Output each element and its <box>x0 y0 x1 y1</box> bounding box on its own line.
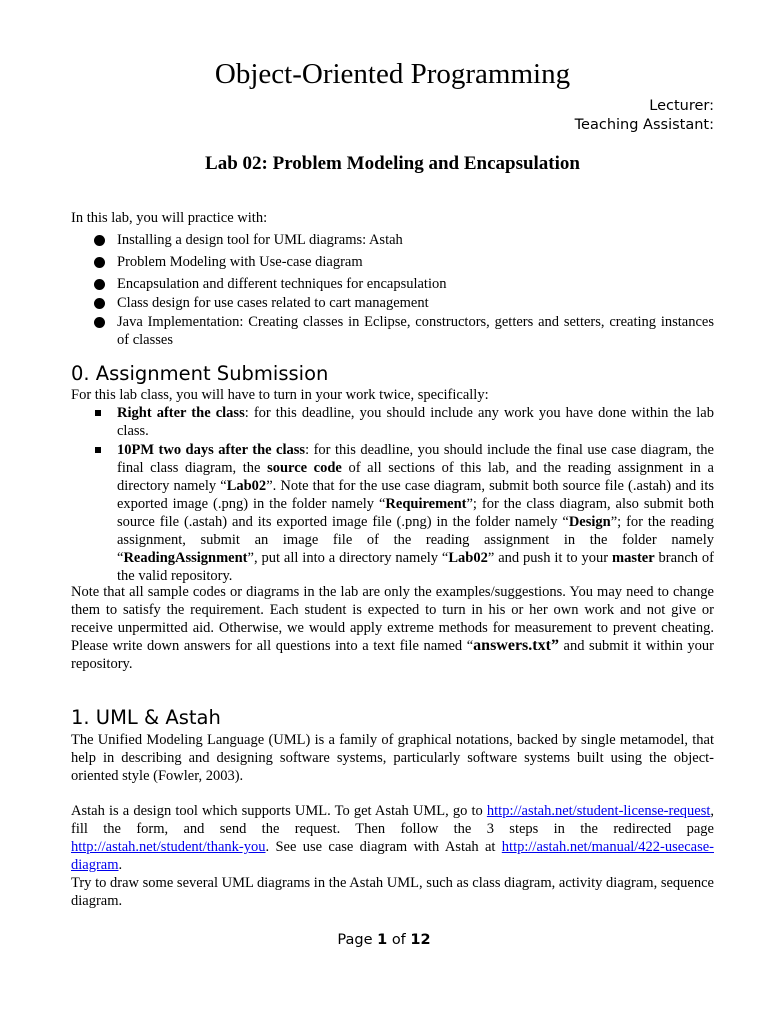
astah-thank-you-link[interactable]: http://astah.net/student/thank-you <box>71 839 266 855</box>
list-item: 10PM two days after the class: for this deadline, you should include the final use case diagram, the final class diagram, the source code of all sections of this lab, and the reading assignment in a directory namely “Lab02”. Note that for the use case diagram, submit both source file (.astah) and its exported image (.png) in the folder namely “Requirement”; for the class diagram, also submit both source file (.astah) and its exported image file (.png) in the folder namely “Design”; for the reading assignment, submit an image file of the reading assignment in the folder namely “ReadingAssignment”, put all into a directory namely “Lab02” and push it to your master branch of the valid repository. <box>71 441 714 585</box>
astah-manual-link[interactable]: http://astah.net/manual/422-usecase-diagram <box>71 839 714 873</box>
page-title: Object-Oriented Programming <box>214 58 571 90</box>
lab-title: Lab 02: Problem Modeling and Encapsulation <box>205 153 580 174</box>
list-item: Right after the class: for this deadline, you should include any work you have done within the lab class. <box>71 404 714 440</box>
bullet-icon <box>94 235 105 246</box>
list-item: Java Implementation: Creating classes in Eclipse, constructors, getters and setters, creating instances of classes <box>71 313 714 349</box>
section-1-astah-paragraph: Astah is a design tool which supports UML. To get Astah UML, go to http://astah.net/student-license-request, fill the form, and send the request. Then follow the 3 steps in the redirected page http://astah.net/student/thank-you. See use case diagram with Astah at http://astah.net/manual/422-usecase-diagram. <box>71 803 714 873</box>
section-0-heading: 0. Assignment Submission <box>71 362 329 385</box>
list-item: Encapsulation and different techniques for encapsulation <box>71 275 714 293</box>
ta-label: Teaching Assistant: <box>574 117 714 133</box>
bullet-icon <box>94 279 105 290</box>
staff-block <box>575 97 714 135</box>
section-0-lead: For this lab class, you will have to turn in your work twice, specifically: <box>71 387 489 403</box>
bullet-icon <box>94 257 105 268</box>
bullet-icon <box>94 317 105 328</box>
bullet-icon <box>94 298 105 309</box>
list-item: Problem Modeling with Use-case diagram <box>71 253 714 271</box>
astah-license-link[interactable]: http://astah.net/student-license-request <box>486 803 711 819</box>
section-0-note: Note that all sample codes or diagrams in the lab are only the examples/suggestions. You may need to change them to satisfy the requirement. Each student is expected to turn in his or her own work and not give or receive unpermitted aid. Otherwise, we would apply extreme methods for measurement to prevent cheating. Please write down answers for all questions into a text file named “answers.txt” and submit it within your repository. <box>71 584 714 672</box>
intro-list <box>71 231 714 349</box>
page-footer: Page 1 of 12 <box>337 932 431 948</box>
list-item: Installing a design tool for UML diagrams: Astah <box>71 231 714 249</box>
square-bullet-icon <box>95 447 101 453</box>
list-item: Class design for use cases related to cart management <box>71 294 714 312</box>
section-1-heading: 1. UML & Astah <box>71 706 221 729</box>
lecturer-label: Lecturer: <box>649 98 714 114</box>
square-bullet-icon <box>95 410 101 416</box>
section-1-paragraph: The Unified Modeling Language (UML) is a family of graphical notations, backed by single metamodel, that help in describing and designing software systems, particularly software systems built using the object-oriented style (Fowler, 2003). <box>71 732 714 784</box>
submission-list <box>71 404 714 585</box>
intro-lead: In this lab, you will practice with: <box>71 210 268 226</box>
section-1-try-paragraph: Try to draw some several UML diagrams in the Astah UML, such as class diagram, activity diagram, sequence diagram. <box>71 875 714 909</box>
